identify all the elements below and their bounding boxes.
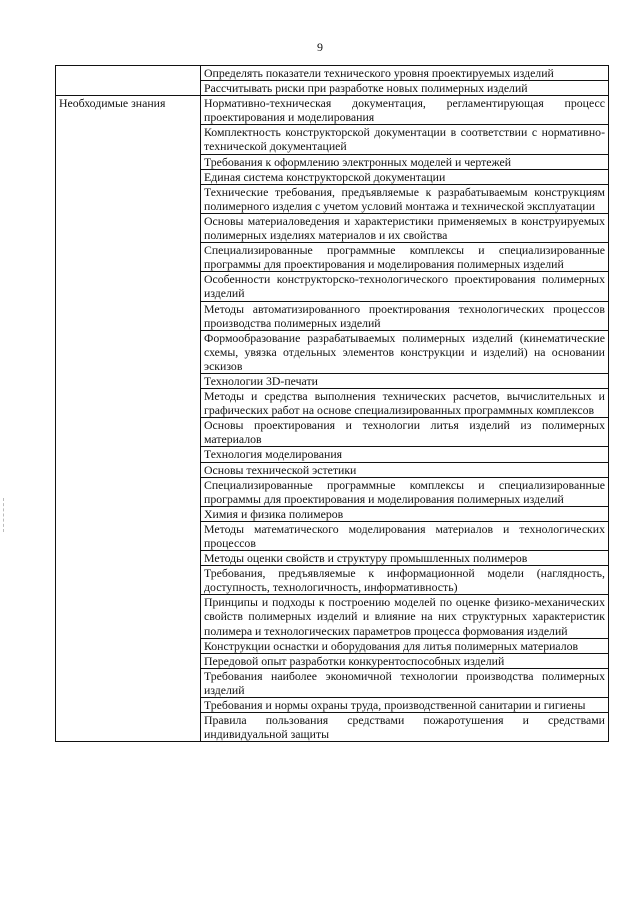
scan-margin-mark <box>3 498 5 532</box>
table-row <box>56 96 609 125</box>
table-cell-text: Технология моделирования <box>201 447 609 462</box>
table-cell-text: Химия и физика полимеров <box>201 506 609 521</box>
table-cell-text: Комплектность конструкторской документации в соответствии с нормативно-технической документацией <box>201 125 609 154</box>
table-cell-text: Конструкции оснастки и оборудования для литья полимерных материалов <box>201 638 609 653</box>
table-cell-text: Формообразование разрабатываемых полимерных изделий (кинематические схемы, увязка отдельных элементов конструкции и изделий) на основании эскизов <box>201 330 609 373</box>
table-cell-label <box>56 66 201 96</box>
table-cell-text: Передовой опыт разработки конкурентоспособных изделий <box>201 653 609 668</box>
table-cell-text: Требования к оформлению электронных моделей и чертежей <box>201 154 609 169</box>
table-cell-text: Технологии 3D-печати <box>201 373 609 388</box>
table-cell-text: Правила пользования средствами пожаротушения и средствами индивидуальной защиты <box>201 713 609 742</box>
table-cell-text: Методы и средства выполнения технических расчетов, вычислительных и графических работ на основе специализированных программных комплексов <box>201 389 609 418</box>
table-cell-text: Основы технической эстетики <box>201 462 609 477</box>
knowledge-table-body <box>56 66 609 742</box>
table-cell-text: Основы материаловедения и характеристики применяемых в конструируемых полимерных изделиях материалов и их свойства <box>201 213 609 242</box>
table-row <box>56 66 609 81</box>
table-cell-text: Определять показатели технического уровня проектируемых изделий <box>201 66 609 81</box>
table-cell-text: Требования и нормы охраны труда, производственной санитарии и гигиены <box>201 698 609 713</box>
table-cell-text: Методы автоматизированного проектирования технологических процессов производства полимерных изделий <box>201 301 609 330</box>
table-cell-text: Основы проектирования и технологии литья изделий из полимерных материалов <box>201 418 609 447</box>
table-cell-text: Требования, предъявляемые к информационной модели (наглядность, доступность, технологичность, информативность) <box>201 566 609 595</box>
table-cell-text: Специализированные программные комплексы и специализированные программы для проектирования и моделирования полимерных изделий <box>201 243 609 272</box>
table-cell-text: Единая система конструкторской документации <box>201 169 609 184</box>
knowledge-table <box>55 65 609 742</box>
table-cell-text: Технические требования, предъявляемые к разрабатываемым конструкциям полимерного изделия с учетом условий монтажа и технической эксплуатации <box>201 184 609 213</box>
page-number: 9 <box>317 40 323 54</box>
table-cell-text: Специализированные программные комплексы и специализированные программы для проектирования и моделирования полимерных изделий <box>201 477 609 506</box>
section-label-required-knowledge: Необходимые знания <box>56 96 201 742</box>
table-cell-text: Требования наиболее экономичной технологии производства полимерных изделий <box>201 668 609 697</box>
table-cell-text: Рассчитывать риски при разработке новых полимерных изделий <box>201 81 609 96</box>
table-cell-text: Принципы и подходы к построению моделей по оценке физико-механических свойств полимерных изделий и влияние на них структурных характеристик полимера и технологических параметров процесса формования изделий <box>201 595 609 638</box>
table-cell-text: Особенности конструкторско-технологического проектирования полимерных изделий <box>201 272 609 301</box>
table-cell-text: Нормативно-техническая документация, регламентирующая процесс проектирования и моделирования <box>201 96 609 125</box>
table-cell-text: Методы оценки свойств и структуру промышленных полимеров <box>201 551 609 566</box>
table-cell-text: Методы математического моделирования материалов и технологических процессов <box>201 521 609 550</box>
